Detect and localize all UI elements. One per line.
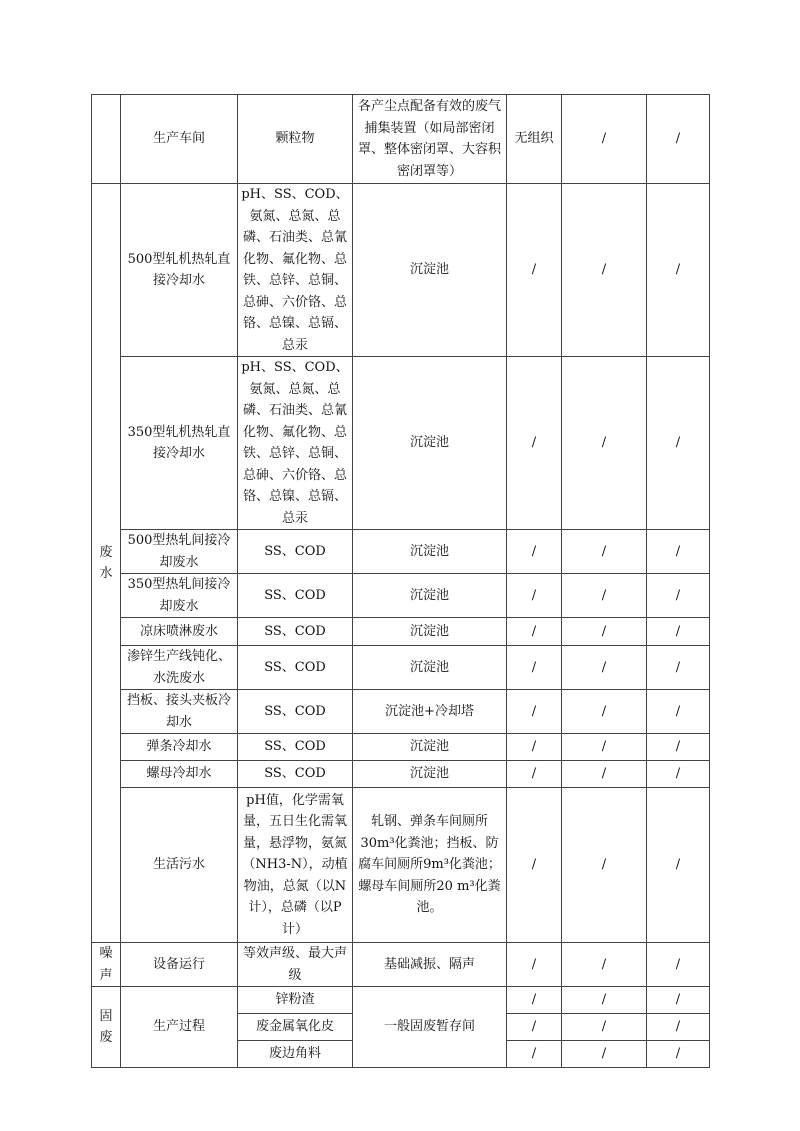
source-cell: 弹条冷却水 (121, 734, 238, 761)
value-cell: / (647, 690, 710, 734)
category-cell (92, 95, 121, 184)
value-cell: / (647, 788, 710, 943)
value-cell: / (647, 943, 710, 987)
value-cell: / (647, 530, 710, 574)
measure-cell: 沉淀池 (353, 530, 507, 574)
value-cell: / (507, 943, 562, 987)
value-cell: / (647, 646, 710, 690)
value-cell: / (507, 1014, 562, 1041)
measure-cell: 沉淀池+冷却塔 (353, 690, 507, 734)
measure-cell: 沉淀池 (353, 734, 507, 761)
value-cell: / (507, 1041, 562, 1068)
value-cell: / (562, 761, 647, 788)
value-cell: 无组织 (507, 95, 562, 184)
category-solid-waste: 固 废 (92, 987, 121, 1068)
pollutant-cell: SS、COD (238, 618, 353, 646)
pollutant-cell: SS、COD (238, 690, 353, 734)
source-cell: 设备运行 (121, 943, 238, 987)
source-cell: 500型热轧间接冷却废水 (121, 530, 238, 574)
table-row (92, 357, 710, 530)
table-row (92, 618, 710, 646)
value-cell: / (647, 95, 710, 184)
table-row (92, 574, 710, 618)
table-row (92, 646, 710, 690)
measure-cell: 沉淀池 (353, 618, 507, 646)
value-cell: / (562, 618, 647, 646)
value-cell: / (647, 761, 710, 788)
value-cell: / (562, 530, 647, 574)
value-cell: / (562, 987, 647, 1014)
pollution-control-table (91, 94, 710, 1068)
table-row (92, 734, 710, 761)
value-cell: / (507, 618, 562, 646)
source-cell: 螺母冷却水 (121, 761, 238, 788)
measure-cell: 基础减振、隔声 (353, 943, 507, 987)
pollutant-cell: SS、COD (238, 530, 353, 574)
measure-cell: 沉淀池 (353, 761, 507, 788)
table-row (92, 690, 710, 734)
value-cell: / (507, 987, 562, 1014)
value-cell: / (507, 646, 562, 690)
source-cell: 500型轧机热轧直接冷却水 (121, 184, 238, 357)
source-cell: 350型热轧间接冷却废水 (121, 574, 238, 618)
category-wastewater: 废 水 (92, 184, 121, 943)
pollutant-cell: 废边角料 (238, 1041, 353, 1068)
value-cell: / (647, 734, 710, 761)
pollutant-cell: pH、SS、COD、氨氮、总氮、总磷、石油类、总氰化物、氟化物、总铁、总锌、总铜、总砷、六价铬、总铬、总镍、总镉、总汞 (238, 357, 353, 530)
value-cell: / (647, 1041, 710, 1068)
value-cell: / (562, 734, 647, 761)
measure-cell: 沉淀池 (353, 574, 507, 618)
table-row (92, 95, 710, 184)
value-cell: / (562, 1014, 647, 1041)
value-cell: / (562, 1041, 647, 1068)
pollutant-cell: pH、SS、COD、氨氮、总氮、总磷、石油类、总氰化物、氟化物、总铁、总锌、总铜、总砷、六价铬、总铬、总镍、总镉、总汞 (238, 184, 353, 357)
value-cell: / (507, 761, 562, 788)
measure-cell: 各产尘点配备有效的废气捕集装置（如局部密闭罩、整体密闭罩、大容积密闭罩等） (353, 95, 507, 184)
measure-cell: 一般固废暂存间 (353, 987, 507, 1068)
value-cell: / (647, 618, 710, 646)
value-cell: / (562, 943, 647, 987)
value-cell: / (562, 646, 647, 690)
value-cell: / (562, 357, 647, 530)
pollutant-cell: 颗粒物 (238, 95, 353, 184)
value-cell: / (507, 530, 562, 574)
category-noise: 噪 声 (92, 943, 121, 987)
pollutant-cell: 废金属氧化皮 (238, 1014, 353, 1041)
measure-cell: 沉淀池 (353, 184, 507, 357)
value-cell: / (562, 574, 647, 618)
measure-cell: 沉淀池 (353, 646, 507, 690)
value-cell: / (647, 357, 710, 530)
value-cell: / (507, 734, 562, 761)
value-cell: / (562, 184, 647, 357)
value-cell: / (507, 574, 562, 618)
pollutant-cell: pH值，化学需氧量，五日生化需氧量，悬浮物，氨氮（NH3-N），动植物油，总氮（以N计），总磷（以P计） (238, 788, 353, 943)
value-cell: / (562, 788, 647, 943)
value-cell: / (507, 788, 562, 943)
pollutant-cell: SS、COD (238, 646, 353, 690)
value-cell: / (507, 357, 562, 530)
table-row (92, 761, 710, 788)
pollutant-cell: SS、COD (238, 761, 353, 788)
source-cell: 挡板、接头夹板冷却水 (121, 690, 238, 734)
source-cell: 350型轧机热轧直接冷却水 (121, 357, 238, 530)
value-cell: / (562, 95, 647, 184)
pollutant-cell: SS、COD (238, 734, 353, 761)
value-cell: / (507, 690, 562, 734)
measure-cell: 轧钢、弹条车间厕所30m³化粪池；挡板、防腐车间厕所9m³化粪池；螺母车间厕所20 m³化粪池。 (353, 788, 507, 943)
source-cell: 渗锌生产线钝化、水洗废水 (121, 646, 238, 690)
measure-cell: 沉淀池 (353, 357, 507, 530)
pollutant-cell: SS、COD (238, 574, 353, 618)
pollutant-cell: 等效声级、最大声级 (238, 943, 353, 987)
value-cell: / (647, 987, 710, 1014)
table-row (92, 788, 710, 943)
pollutant-cell: 锌粉渣 (238, 987, 353, 1014)
value-cell: / (647, 1014, 710, 1041)
source-cell: 凉床喷淋废水 (121, 618, 238, 646)
value-cell: / (507, 184, 562, 357)
table-row (92, 943, 710, 987)
value-cell: / (647, 184, 710, 357)
value-cell: / (562, 690, 647, 734)
source-cell: 生活污水 (121, 788, 238, 943)
table-row (92, 987, 710, 1014)
source-cell: 生产车间 (121, 95, 238, 184)
table-row (92, 530, 710, 574)
table-row (92, 184, 710, 357)
source-cell: 生产过程 (121, 987, 238, 1068)
value-cell: / (647, 574, 710, 618)
